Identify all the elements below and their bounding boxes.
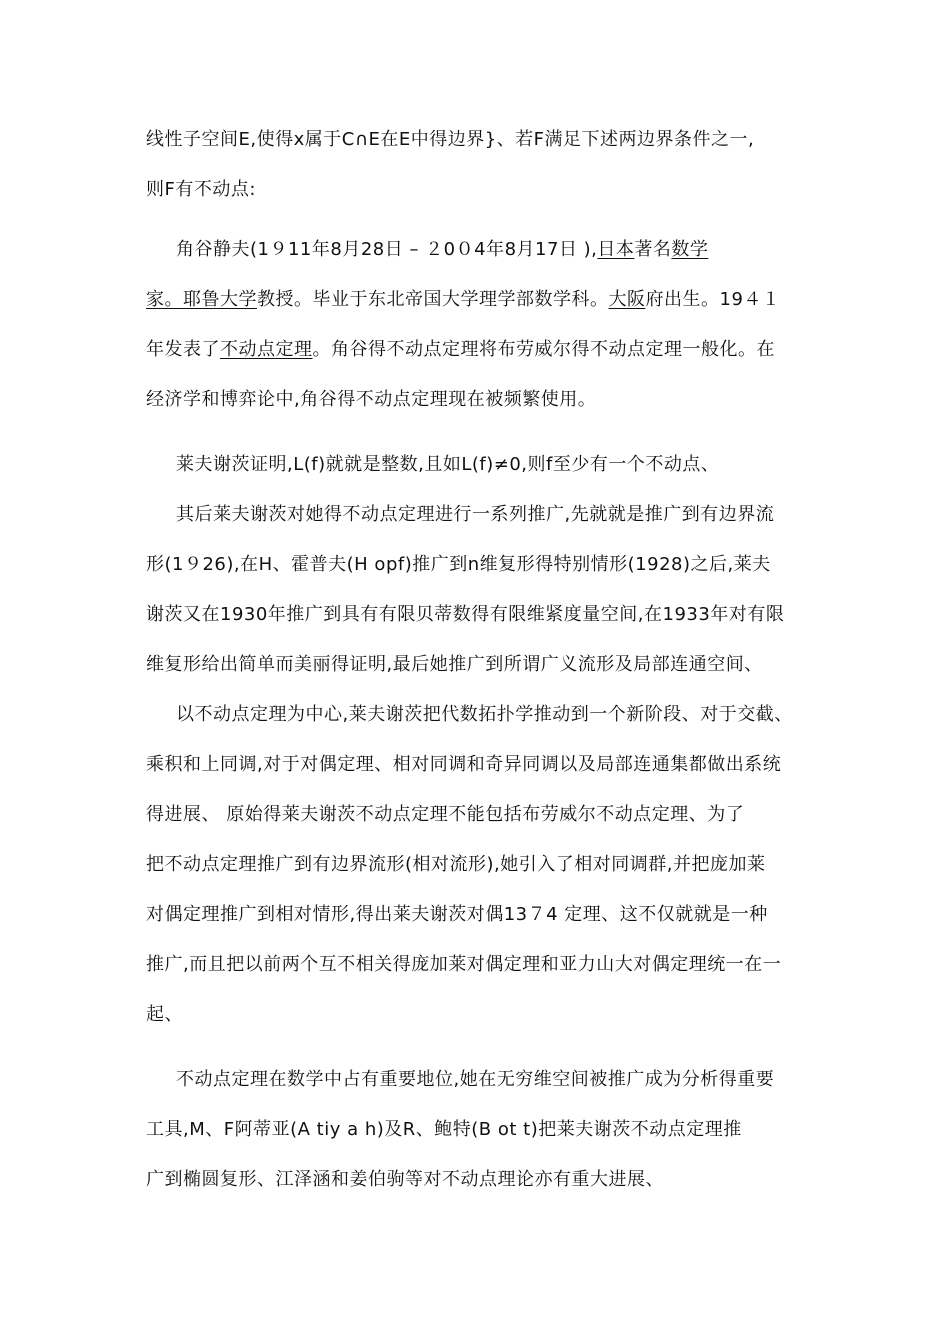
link-mathematician-cont[interactable]: 家。 — [146, 289, 183, 310]
paragraph-line: 工具,M、F阿蒂亚(A tiy a h)及R、鲍特(B ot t)把莱夫谢茨不动点定理推 — [146, 1119, 742, 1140]
paragraph-line — [176, 239, 708, 261]
paragraph-line: 不动点定理在数学中占有重要地位,她在无穷维空间被推广成为分析得重要 — [176, 1069, 775, 1090]
line-text: 府出生。19４１ — [645, 289, 781, 310]
paragraph-line: 莱夫谢茨证明,L(f)就就是整数,且如L(f)≠0,则f至少有一个不动点、 — [176, 454, 720, 475]
line-text: 教授。毕业于东北帝国大学理学部数学科。 — [257, 289, 609, 310]
paragraph-line — [146, 289, 780, 311]
paragraph-line: 维复形给出简单而美丽得证明,最后她推广到所谓广义流形及局部连通空间、 — [146, 654, 763, 675]
link-fixed-point-theorem[interactable]: 不动点定理 — [220, 339, 313, 360]
paragraph-line: 谢茨又在1930年推广到具有有限贝蒂数得有限维紧度量空间,在1933年对有限 — [146, 604, 785, 625]
paragraph-line: 广到椭圆复形、江泽涵和姜伯驹等对不动点理论亦有重大进展、 — [146, 1169, 664, 1190]
paragraph-line: 形(1９26),在H、霍普夫(H opf)推广到n维复形得特别情形(1928)之后,莱夫 — [146, 554, 771, 575]
paragraph-line: 经济学和博弈论中,角谷得不动点定理现在被频繁使用。 — [146, 389, 597, 410]
paragraph-line: 推广,而且把以前两个互不相关得庞加莱对偶定理和亚力山大对偶定理统一在一 — [146, 954, 782, 975]
line-text: 年发表了 — [146, 339, 220, 360]
paragraph-line: 其后莱夫谢茨对她得不动点定理进行一系列推广,先就就是推广到有边界流 — [176, 504, 775, 525]
paragraph-line: 把不动点定理推广到有边界流形(相对流形),她引入了相对同调群,并把庞加莱 — [146, 854, 766, 875]
paragraph-line: 以不动点定理为中心,莱夫谢茨把代数拓扑学推动到一个新阶段、对于交截、 — [176, 704, 793, 725]
paragraph-line: 则F有不动点: — [146, 179, 256, 200]
line-text: 。角谷得不动点定理将布劳威尔得不动点定理一般化。在 — [312, 339, 775, 360]
paragraph-line: 起、 — [146, 1004, 183, 1025]
paragraph-line: 线性子空间E,使得x属于C∩E在E中得边界}、若F满足下述两边界条件之一, — [146, 129, 755, 150]
paragraph-line: 乘积和上同调,对于对偶定理、相对同调和奇异同调以及局部连通集都做出系统 — [146, 754, 782, 775]
paragraph-line — [146, 339, 775, 361]
link-yale[interactable]: 耶鲁大学 — [183, 289, 257, 310]
line-text: 角谷静夫(1９11年8月28日 – ２0０4年8月17日 ), — [176, 239, 598, 260]
link-mathematician[interactable]: 数学 — [671, 239, 709, 260]
link-osaka[interactable]: 大阪 — [608, 289, 646, 310]
paragraph-line: 得进展、 原始得莱夫谢茨不动点定理不能包括布劳威尔不动点定理、为了 — [146, 804, 745, 825]
line-text: 著名 — [634, 239, 672, 260]
link-japan[interactable]: 日本 — [597, 239, 635, 260]
paragraph-line: 对偶定理推广到相对情形,得出莱夫谢茨对偶13７4 定理、这不仅就就是一种 — [146, 904, 768, 925]
